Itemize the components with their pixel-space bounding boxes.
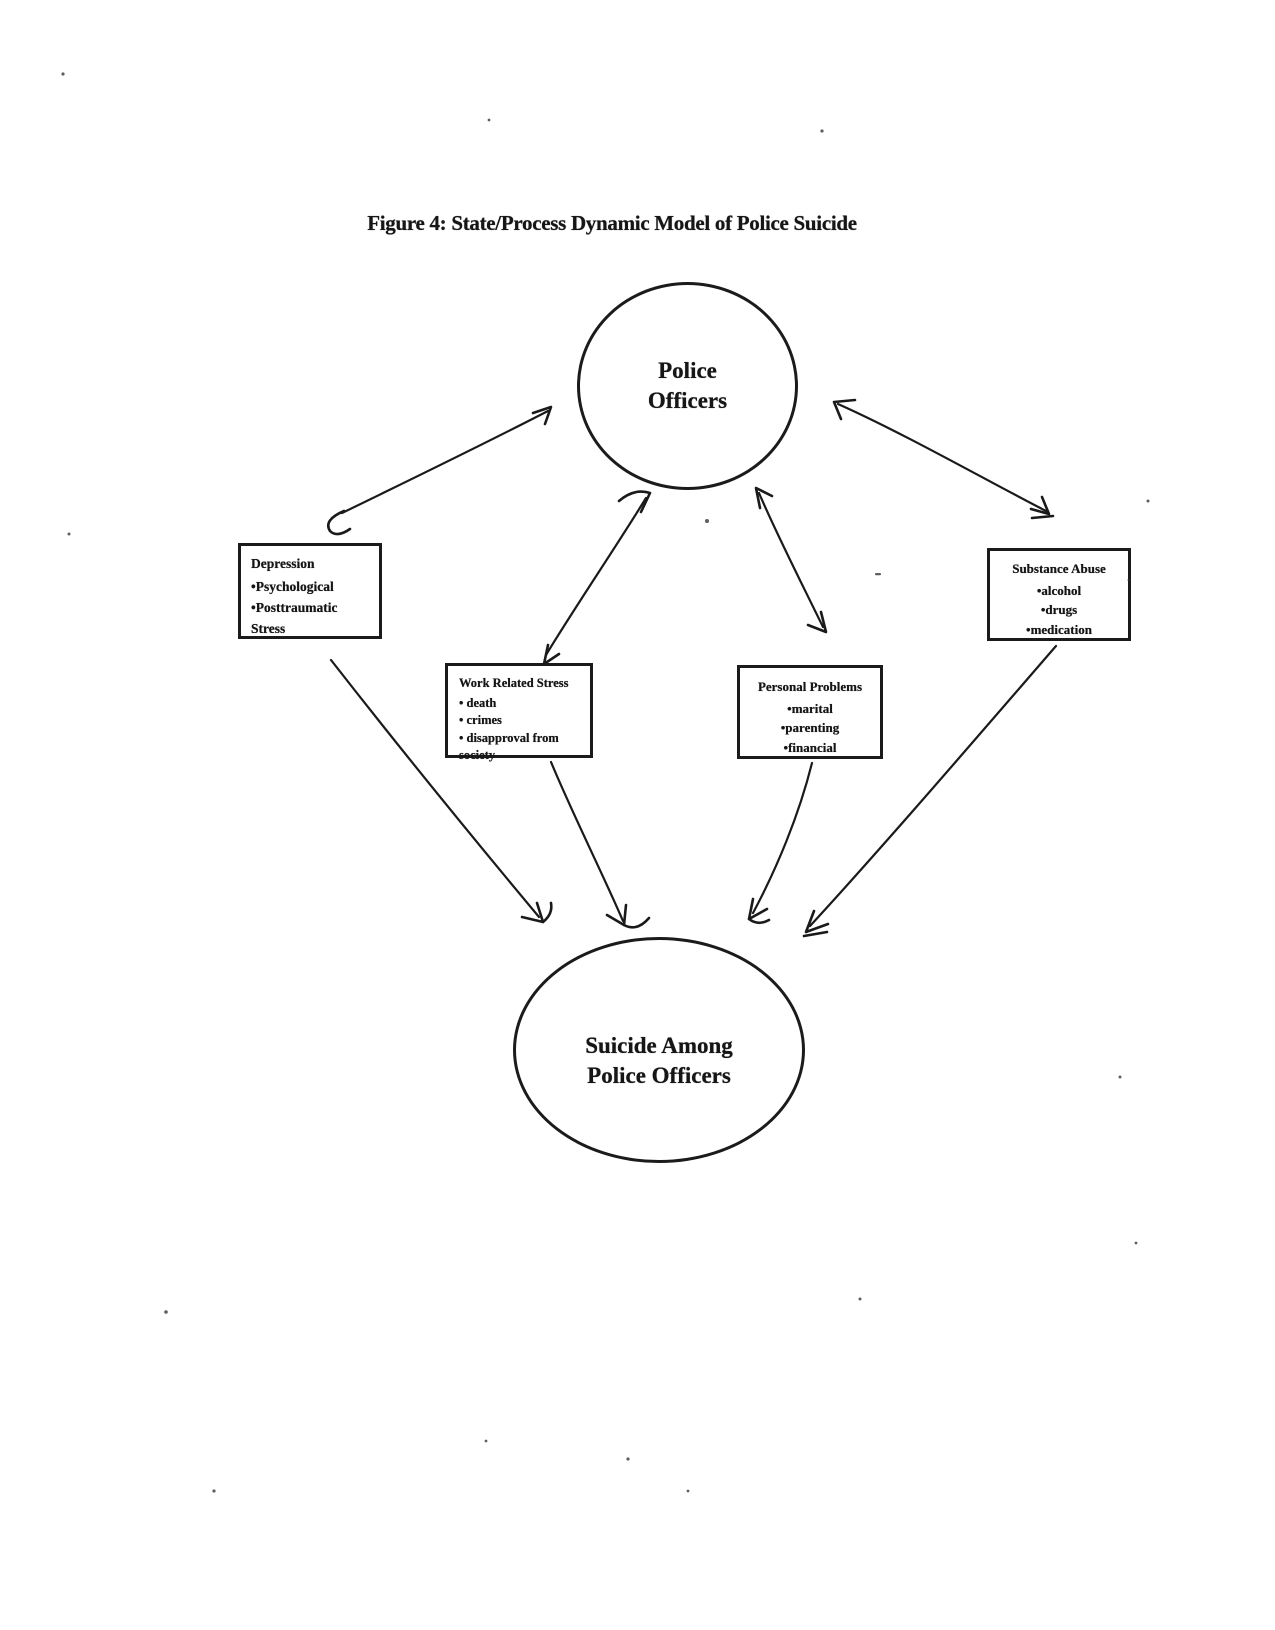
work-stress-title: Work Related Stress [459,676,569,690]
depression-item: •Psychological [251,578,334,594]
arrow-police-depression [328,407,551,534]
personal-problems-item: •parenting [780,720,840,735]
node-suicide-among-police-officers [513,937,805,1163]
box-substance-abuse [987,548,1131,641]
depression-item: •Posttraumatic Stress [251,599,338,636]
substance-abuse-item: •medication [1026,621,1092,637]
personal-problems-item: •financial [783,739,837,755]
personal-problems-item: •marital [787,700,833,716]
substance-abuse-title: Substance Abuse [1012,561,1106,576]
box-depression [238,543,382,639]
work-stress-item: • crimes [459,713,502,727]
substance-abuse-item: •alcohol [1036,582,1082,598]
personal-problems-title: Personal Problems [757,679,863,694]
work-stress-item: • disapproval from society [459,730,559,762]
arrow-police-work-stress [544,492,650,664]
arrow-police-substance-abuse [834,400,1053,518]
arrow-police-personal-problems [756,488,826,632]
scan-specks [61,72,1149,1492]
node-police-officers [577,282,798,490]
depression-title: Depression [251,556,315,571]
arrow-personal-problems-suicide [749,763,812,923]
work-stress-item: • death [459,695,497,710]
suicide-label: Suicide Among Police Officers [585,1033,733,1088]
figure-title: Figure 4: State/Process Dynamic Model of Police Suicide [367,211,857,235]
substance-abuse-item: •drugs [1040,602,1078,617]
box-personal-problems [737,665,883,759]
arrow-work-stress-suicide [551,762,649,927]
police-officers-label: Police Officers [647,358,728,413]
box-work-related-stress [445,663,593,762]
